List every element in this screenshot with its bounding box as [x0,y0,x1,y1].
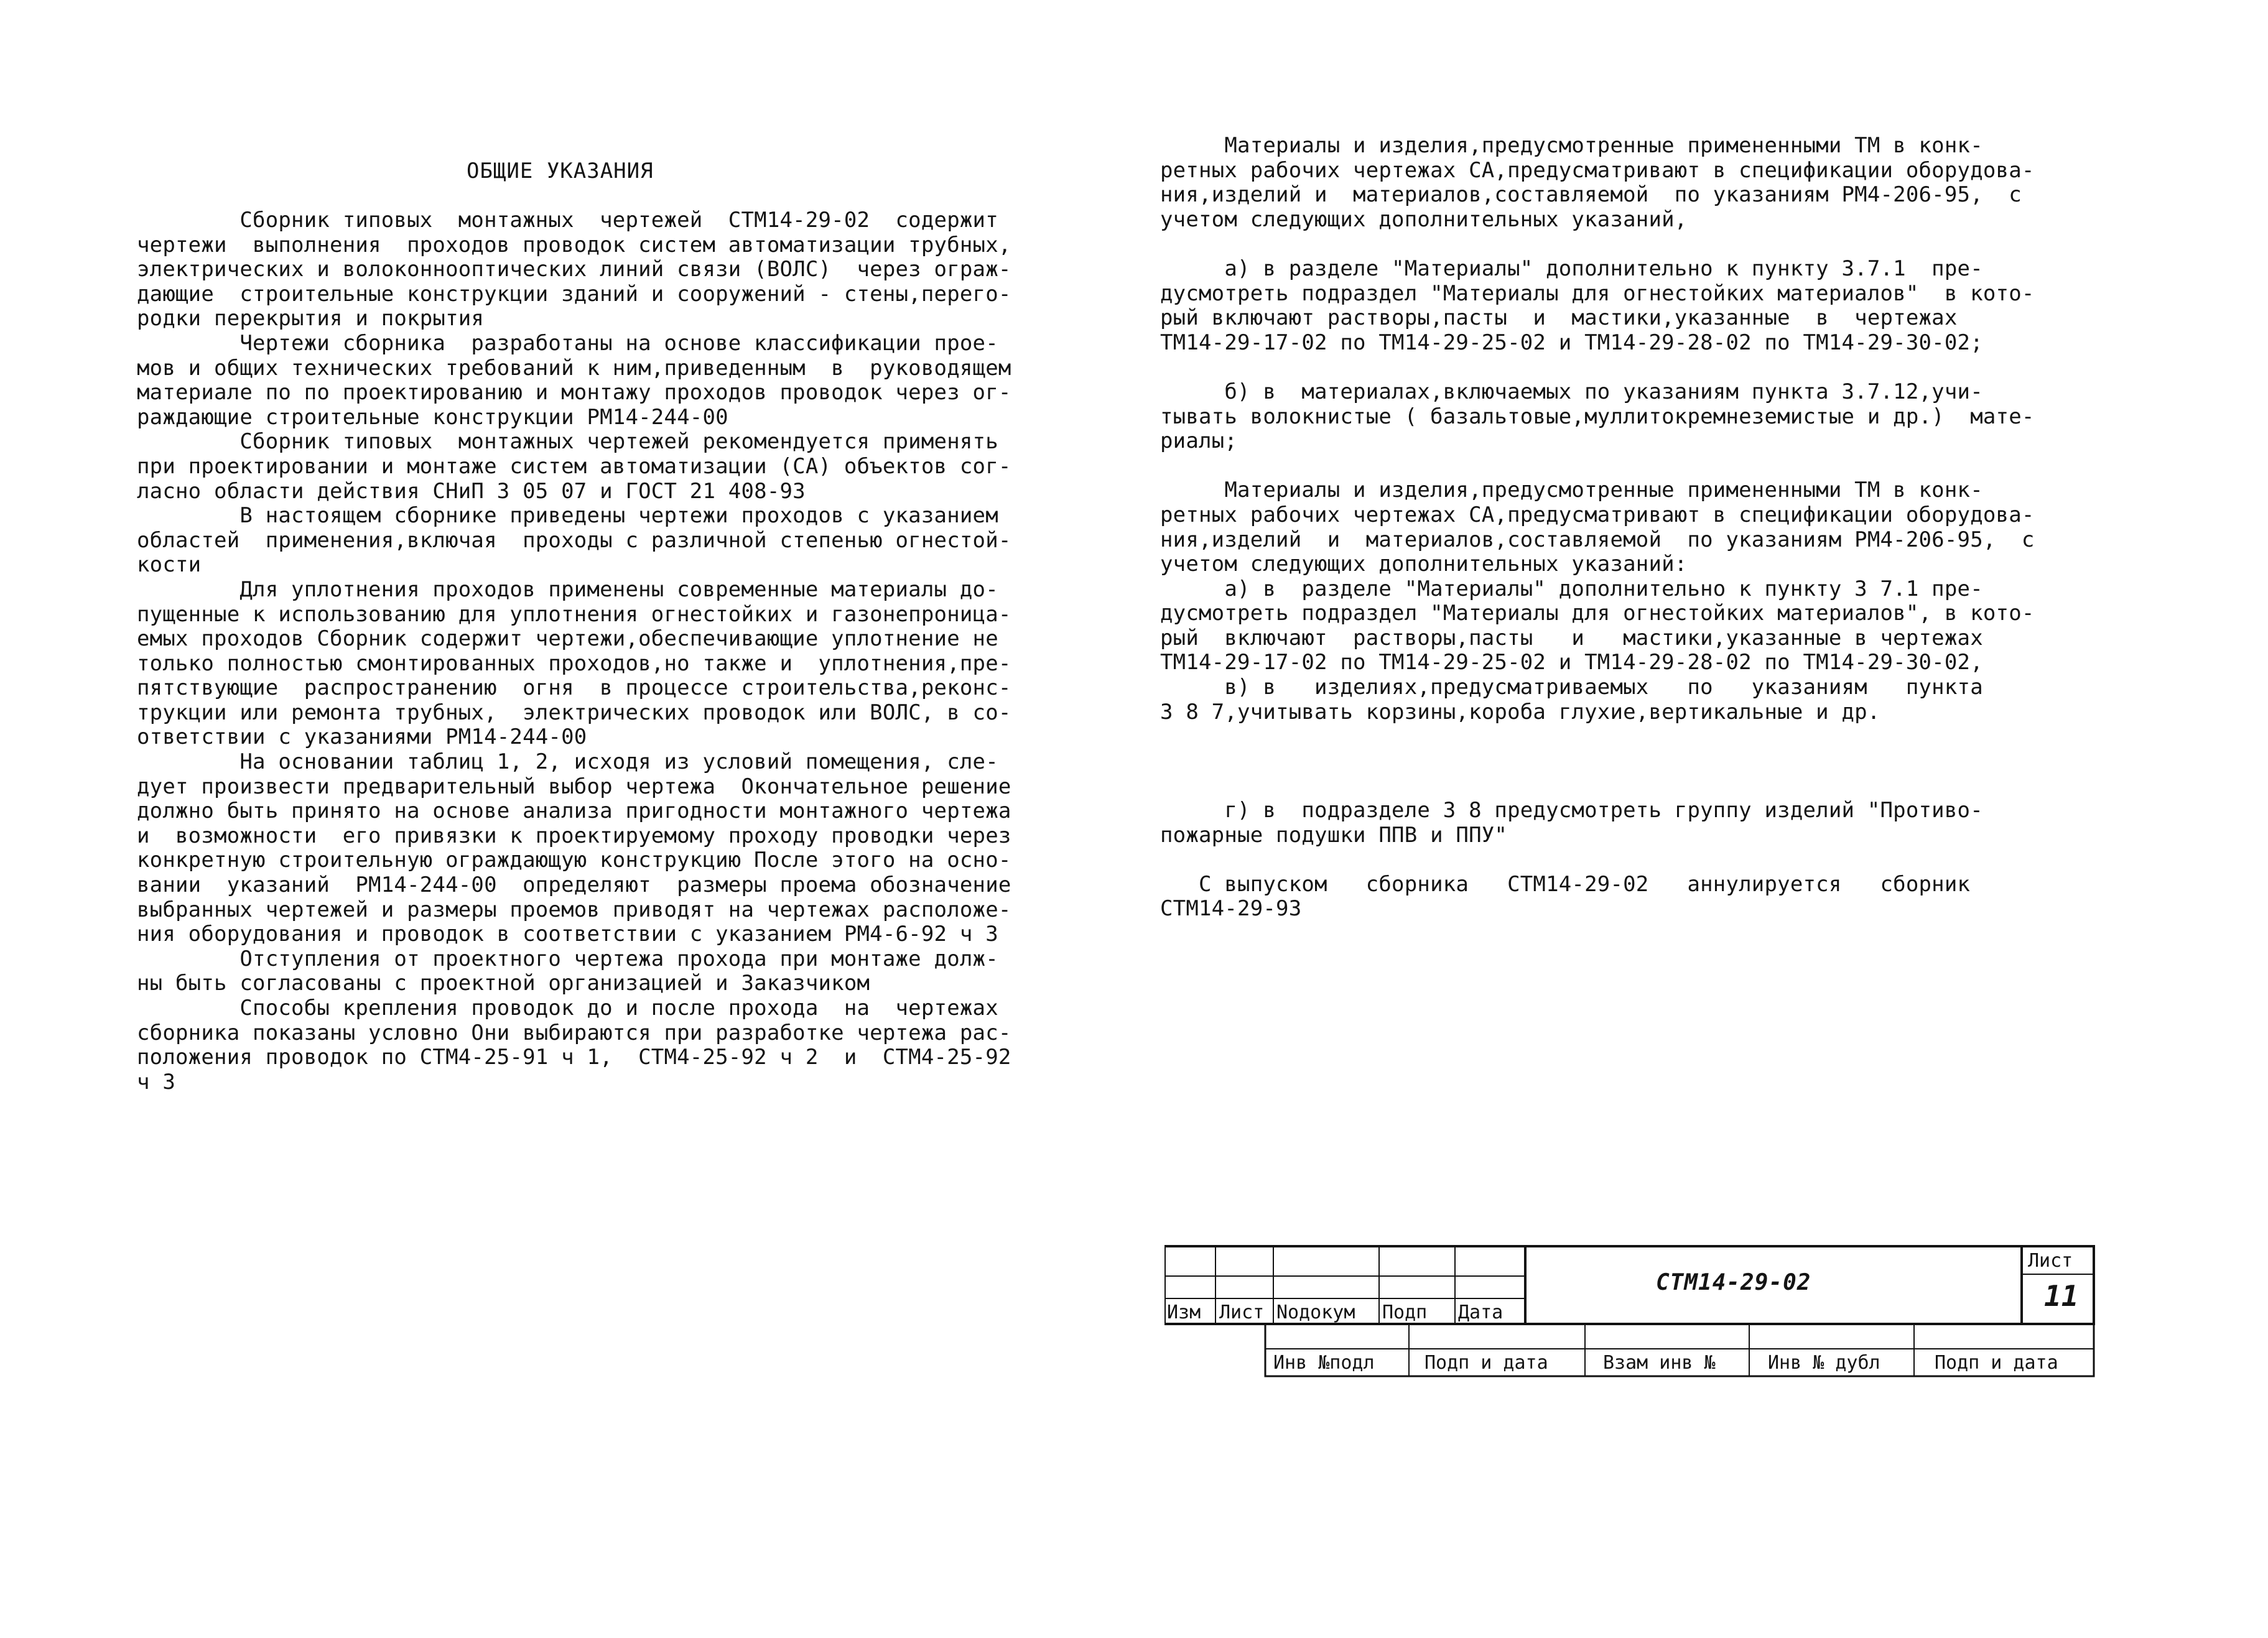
text-line: кости [137,552,202,578]
text-line: тывать волокнистые ( базальтовые,муллитокремнеземистые и др.) мате- [1160,404,2035,429]
stamp-vzam-inv: Взам инв № [1603,1352,1716,1374]
text-line: 3 8 7,учитывать корзины,короба глухие,вертикальные и др. [1160,699,1880,724]
text-line: Для уплотнения проходов применены современные материалы до- [137,576,998,602]
text-line: электрических и волоконнооптических линий связи (ВОЛС) через ограж- [137,257,1011,282]
text-line: ния,изделий и материалов,составляемой по указаниям РМ4-206-95, с [1160,527,2035,552]
text-line: дающие строительные конструкции зданий и сооружений - стены,перего- [137,281,1011,307]
text-line [1160,749,2031,774]
text-line: б) в материалах,включаемых по указаниям пункта 3.7.12,учи- [1160,379,1983,404]
text-line: пожарные подушки ППВ и ППУ" [1160,822,1508,848]
text-line: Материалы и изделия,предусмотренные примененными ТМ в конк- [1160,133,1983,158]
text-line: положения проводок по СТМ4-25-91 ч 1, СТМ4-25-92 ч 2 и СТМ4-25-92 [137,1045,1011,1070]
text-line: материале по по проектированию и монтажу проходов проводок через ог- [137,380,1011,405]
text-line: чертежи выполнения проходов проводок систем автоматизации трубных, [137,232,1011,257]
text-line [1160,848,2031,872]
text-line [1160,774,2031,798]
text-line: ответствии с указаниями РМ14-244-00 [137,724,587,750]
text-line: ретных рабочих чертежах СА,предусматривают в спецификации оборудова- [1160,157,2035,183]
text-line [1160,454,2031,479]
text-line: трукции или ремонта трубных, электрических проводок или ВОЛС, в со- [137,700,1011,725]
text-line: рый включают растворы,пасты и мастики,указанные в чертежах [1160,305,1958,331]
text-line [1160,355,2031,380]
left-column-text [137,208,1064,1094]
stamp-podp-data-1: Подп и дата [1424,1352,1548,1374]
text-line: На основании таблиц 1, 2, исходя из условий помещения, сле- [137,749,998,775]
text-line: пятствующие распространению огня в процессе строительства,реконс- [137,675,1011,701]
stamp-inv-podl: Инв №подл [1273,1352,1375,1374]
stamp-document-code: СТМ14-29-02 [1656,1270,1811,1295]
text-line: С выпуском сборника СТМ14-29-02 аннулируется сборник [1160,871,1971,897]
text-line: Материалы и изделия,предусмотренные примененными ТМ в конк- [1160,478,1983,503]
text-line: СТМ14-29-93 [1160,896,1302,922]
text-line: выбранных чертежей и размеры проемов приводят на чертежах расположе- [137,897,1011,922]
text-line: ретных рабочих чертежах СА,предусматривают в спецификации оборудова- [1160,502,2035,527]
page-title: ОБЩИЕ УКАЗАНИЯ [467,159,654,183]
text-line: при проектировании и монтаже систем автоматизации (СА) объектов сог- [137,453,1011,479]
stamp-col-ndokum: Nодокум [1276,1302,1355,1323]
text-line: вании указаний РМ14-244-00 определяют размеры проема обозначение [137,872,1011,898]
stamp-col-data: Дата [1458,1302,1503,1323]
text-line: учетом следующих дополнительных указаний, [1160,206,1688,232]
text-line: ТМ14-29-17-02 по ТМ14-29-25-02 и ТМ14-29-28-02 по ТМ14-29-30-02, [1160,650,1983,675]
text-line: мов и общих технических требований к ним,приведенным в руководящем [137,355,1011,381]
text-line: Чертежи сборника разработаны на основе классификации прое- [137,330,998,356]
text-line: Способы крепления проводок до и после прохода на чертежах [137,996,998,1020]
stamp-col-list: Лист [1219,1302,1265,1323]
text-line: учетом следующих дополнительных указаний: [1160,552,1688,577]
text-line: емых проходов Сборник содержит чертежи,обеспечивающие уплотнение не [137,626,998,652]
text-line: В настоящем сборнике приведены чертежи проходов с указанием [137,503,998,529]
text-line: родки перекрытия и покрытия [137,306,485,331]
text-line: раждающие строительные конструкции РМ14-244-00 [137,404,728,430]
text-line: риалы; [1160,428,1238,454]
stamp-sheet-label: Лист [2028,1250,2073,1272]
text-line: только полностью смонтированных проходов,но также и уплотнения,пре- [137,650,1011,676]
text-line: Сборник типовых монтажных чертежей СТМ14-29-02 содержит [137,208,998,233]
text-line: Сборник типовых монтажных чертежей рекомендуется применять [137,429,998,455]
stamp-podp-data-2: Подп и дата [1935,1352,2058,1374]
text-line [1160,724,2031,749]
stamp-col-izm: Изм [1167,1302,1201,1323]
text-line: ния,изделий и материалов,составляемой по указаниям РМ4-206-95, с [1160,182,2022,208]
stamp-inv-dubl: Инв № дубл [1768,1352,1880,1374]
text-line: должно быть принято на основе анализа пригодности монтажного чертежа [137,798,1011,824]
text-line: г) в подразделе 3 8 предусмотреть группу изделий "Противо- [1160,798,1983,823]
text-line: ны быть согласованы с проектной организацией и Заказчиком [137,971,870,996]
text-line: сборника показаны условно Они выбираются при разработке чертежа рас- [137,1020,1011,1045]
stamp-col-podp: Подп [1382,1302,1428,1323]
title-block-stamp [1164,1245,2098,1379]
text-line: рый включают растворы,пасты и мастики,указанные в чертежах [1160,625,1983,650]
text-line: ния оборудования и проводок в соответствии с указанием РМ4-6-92 ч 3 [137,922,998,947]
stamp-sheet-number: 11 [2044,1279,2079,1313]
text-line: пущенные к использованию для уплотнения огнестойких и газонепроница- [137,601,1011,627]
text-line: а) в разделе "Материалы" дополнительно к пункту 3.7.1 пре- [1160,256,1983,281]
text-line [1160,232,2031,257]
text-line: а) в разделе "Материалы" дополнительно к пункту 3 7.1 пре- [1160,576,1983,601]
right-column-text [1160,133,2035,922]
text-line: ласно области действия СНиП 3 05 07 и ГОСТ 21 408-93 [137,478,806,504]
text-line: Отступления от проектного чертежа прохода при монтаже долж- [137,946,998,971]
text-line: ч 3 [137,1069,176,1094]
text-line: дует произвести предварительный выбор чертежа Окончательное решение [137,774,1011,799]
text-line: ТМ14-29-17-02 по ТМ14-29-25-02 и ТМ14-29-28-02 по ТМ14-29-30-02; [1160,330,1983,355]
text-line: и возможности его привязки к проектируемому проходу проводки через [137,823,1011,848]
text-line: конкретную строительную ограждающую конструкцию После этого на осно- [137,848,1011,873]
text-line: дусмотреть подраздел "Материалы для огнестойких материалов", в кото- [1160,601,2035,626]
text-line: дусмотреть подраздел "Материалы для огнестойких материалов" в кото- [1160,280,2035,306]
text-line: в) в изделиях,предусматриваемых по указаниям пункта [1160,675,1983,700]
text-line: областей применения,включая проходы с различной степенью огнестой- [137,527,1011,553]
